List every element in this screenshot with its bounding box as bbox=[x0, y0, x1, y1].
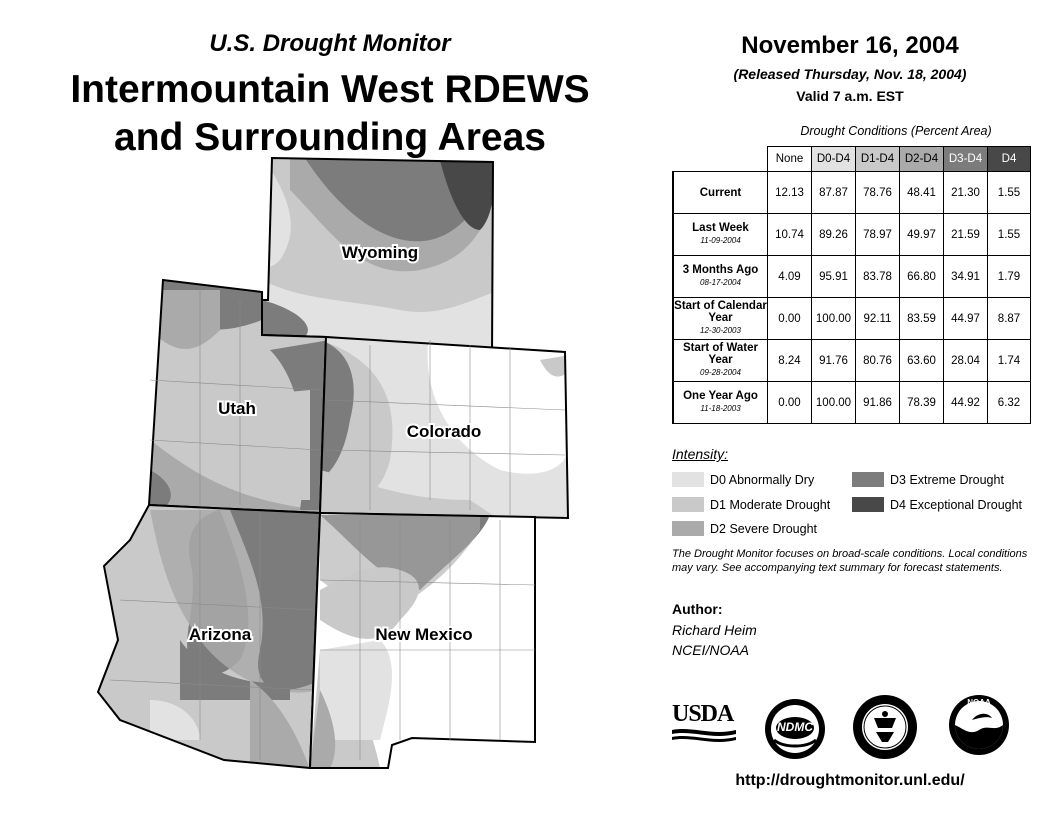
cell-d3-d4: 21.30 bbox=[944, 172, 988, 214]
conditions-header-d4: D4 bbox=[988, 147, 1031, 172]
legend-swatch-d1 bbox=[672, 497, 704, 512]
legend-swatch-d0 bbox=[672, 472, 704, 487]
row-label: One Year Ago 11-18-2003 bbox=[673, 382, 768, 424]
cell-d2-d4: 66.80 bbox=[900, 256, 944, 298]
usda-logo-mark bbox=[672, 726, 736, 746]
drought-map bbox=[0, 150, 660, 790]
conditions-row-last-week bbox=[673, 214, 1031, 256]
cell-d2-d4: 63.60 bbox=[900, 340, 944, 382]
cell-d0-d4: 91.76 bbox=[812, 340, 856, 382]
legend-item-d4 bbox=[852, 497, 1022, 512]
cell-d1-d4: 83.78 bbox=[856, 256, 900, 298]
cell-d0-d4: 95.91 bbox=[812, 256, 856, 298]
cell-d3-d4: 44.92 bbox=[944, 382, 988, 424]
release-date: (Released Thursday, Nov. 18, 2004) bbox=[733, 66, 967, 82]
ndmc-logo-text: NDMC bbox=[777, 720, 813, 734]
cell-d3-d4: 44.97 bbox=[944, 298, 988, 340]
row-label: Start of Calendar Year 12-30-2003 bbox=[673, 298, 768, 340]
conditions-header-d0-d4: D0-D4 bbox=[812, 147, 856, 172]
state-label-colorado: Colorado bbox=[406, 422, 482, 441]
cell-d4: 8.87 bbox=[988, 298, 1031, 340]
ndmc-logo bbox=[764, 698, 826, 765]
author-label: Author: bbox=[672, 601, 723, 617]
state-label-arizona: Arizona bbox=[188, 625, 252, 644]
legend-swatch-d4 bbox=[852, 497, 884, 512]
conditions-header-none: None bbox=[768, 147, 812, 172]
cell-d1-d4: 80.76 bbox=[856, 340, 900, 382]
conditions-header-blank bbox=[673, 147, 768, 172]
cell-d0-d4: 100.00 bbox=[812, 382, 856, 424]
cell-d1-d4: 91.86 bbox=[856, 382, 900, 424]
disclaimer-note: The Drought Monitor focuses on broad-scale conditions. Local conditions may vary. See accompanying text summary for forecast statements. bbox=[672, 548, 1028, 574]
cell-none: 12.13 bbox=[768, 172, 812, 214]
legend-swatch-d2 bbox=[672, 521, 704, 536]
legend-label-d2: D2 Severe Drought bbox=[710, 521, 818, 536]
conditions-header-d1-d4: D1-D4 bbox=[856, 147, 900, 172]
cell-d4: 1.79 bbox=[988, 256, 1031, 298]
cell-d2-d4: 83.59 bbox=[900, 298, 944, 340]
conditions-row-start-of-water-year bbox=[673, 340, 1031, 382]
map-title-line-2: and Surrounding Areas bbox=[114, 116, 546, 159]
conditions-caption: Drought Conditions (Percent Area) bbox=[800, 124, 992, 138]
cell-d4: 6.32 bbox=[988, 382, 1031, 424]
conditions-header-d2-d4: D2-D4 bbox=[900, 147, 944, 172]
conditions-table bbox=[672, 146, 1031, 424]
legend-label-d4: D4 Exceptional Drought bbox=[890, 497, 1023, 512]
cell-d0-d4: 87.87 bbox=[812, 172, 856, 214]
conditions-row-current bbox=[673, 172, 1031, 214]
cell-d1-d4: 92.11 bbox=[856, 298, 900, 340]
cell-d0-d4: 89.26 bbox=[812, 214, 856, 256]
conditions-row-one-year-ago bbox=[673, 382, 1031, 424]
cell-d4: 1.55 bbox=[988, 172, 1031, 214]
cell-none: 0.00 bbox=[768, 382, 812, 424]
cell-d2-d4: 48.41 bbox=[900, 172, 944, 214]
cell-d4: 1.74 bbox=[988, 340, 1031, 382]
cell-none: 8.24 bbox=[768, 340, 812, 382]
state-label-wyoming: Wyoming bbox=[341, 243, 419, 262]
cell-d1-d4: 78.76 bbox=[856, 172, 900, 214]
legend-item-d0 bbox=[672, 472, 814, 487]
conditions-row-3-months-ago bbox=[673, 256, 1031, 298]
commerce-seal bbox=[852, 694, 918, 765]
cell-d0-d4: 100.00 bbox=[812, 298, 856, 340]
website-url[interactable]: http://droughtmonitor.unl.edu/ bbox=[735, 772, 965, 789]
legend-item-d1 bbox=[672, 497, 830, 512]
cell-none: 0.00 bbox=[768, 298, 812, 340]
noaa-logo bbox=[948, 694, 1010, 761]
cell-d3-d4: 28.04 bbox=[944, 340, 988, 382]
conditions-header-row bbox=[673, 147, 1031, 172]
row-label: Last Week 11-09-2004 bbox=[673, 214, 768, 256]
row-label: 3 Months Ago 08-17-2004 bbox=[673, 256, 768, 298]
conditions-row-start-of-calendar-year bbox=[673, 298, 1031, 340]
cell-none: 10.74 bbox=[768, 214, 812, 256]
author-org: NCEI/NOAA bbox=[672, 642, 750, 658]
legend-title: Intensity: bbox=[672, 446, 729, 462]
author-info bbox=[672, 620, 757, 660]
legend-label-d3: D3 Extreme Drought bbox=[890, 472, 1004, 487]
cell-d2-d4: 49.97 bbox=[900, 214, 944, 256]
usda-logo bbox=[672, 702, 736, 748]
legend-label-d1: D1 Moderate Drought bbox=[710, 497, 831, 512]
conditions-header-d3-d4: D3-D4 bbox=[944, 147, 988, 172]
cell-d1-d4: 78.97 bbox=[856, 214, 900, 256]
noaa-logo-text: NOAA bbox=[967, 698, 991, 707]
state-label-utah: Utah bbox=[218, 399, 256, 418]
commerce-seal-icon bbox=[852, 694, 918, 760]
cell-d2-d4: 78.39 bbox=[900, 382, 944, 424]
legend-label-d0: D0 Abnormally Dry bbox=[710, 472, 815, 487]
map-title-line-1: Intermountain West RDEWS bbox=[70, 68, 590, 111]
valid-time: Valid 7 a.m. EST bbox=[796, 88, 904, 104]
row-label: Start of Water Year 09-28-2004 bbox=[673, 340, 768, 382]
legend-item-d2 bbox=[672, 521, 817, 536]
cell-none: 4.09 bbox=[768, 256, 812, 298]
map-title bbox=[20, 66, 640, 162]
state-label-new-mexico: New Mexico bbox=[375, 625, 473, 644]
map-date: November 16, 2004 bbox=[741, 32, 959, 59]
row-label: Current bbox=[673, 172, 768, 214]
author-name: Richard Heim bbox=[672, 622, 757, 638]
cell-d3-d4: 34.91 bbox=[944, 256, 988, 298]
legend-swatch-d3 bbox=[852, 472, 884, 487]
map-subtitle: U.S. Drought Monitor bbox=[209, 30, 451, 57]
legend-item-d3 bbox=[852, 472, 1004, 487]
cell-d3-d4: 21.59 bbox=[944, 214, 988, 256]
usda-logo-text: USDA bbox=[672, 701, 734, 727]
cell-d4: 1.55 bbox=[988, 214, 1031, 256]
